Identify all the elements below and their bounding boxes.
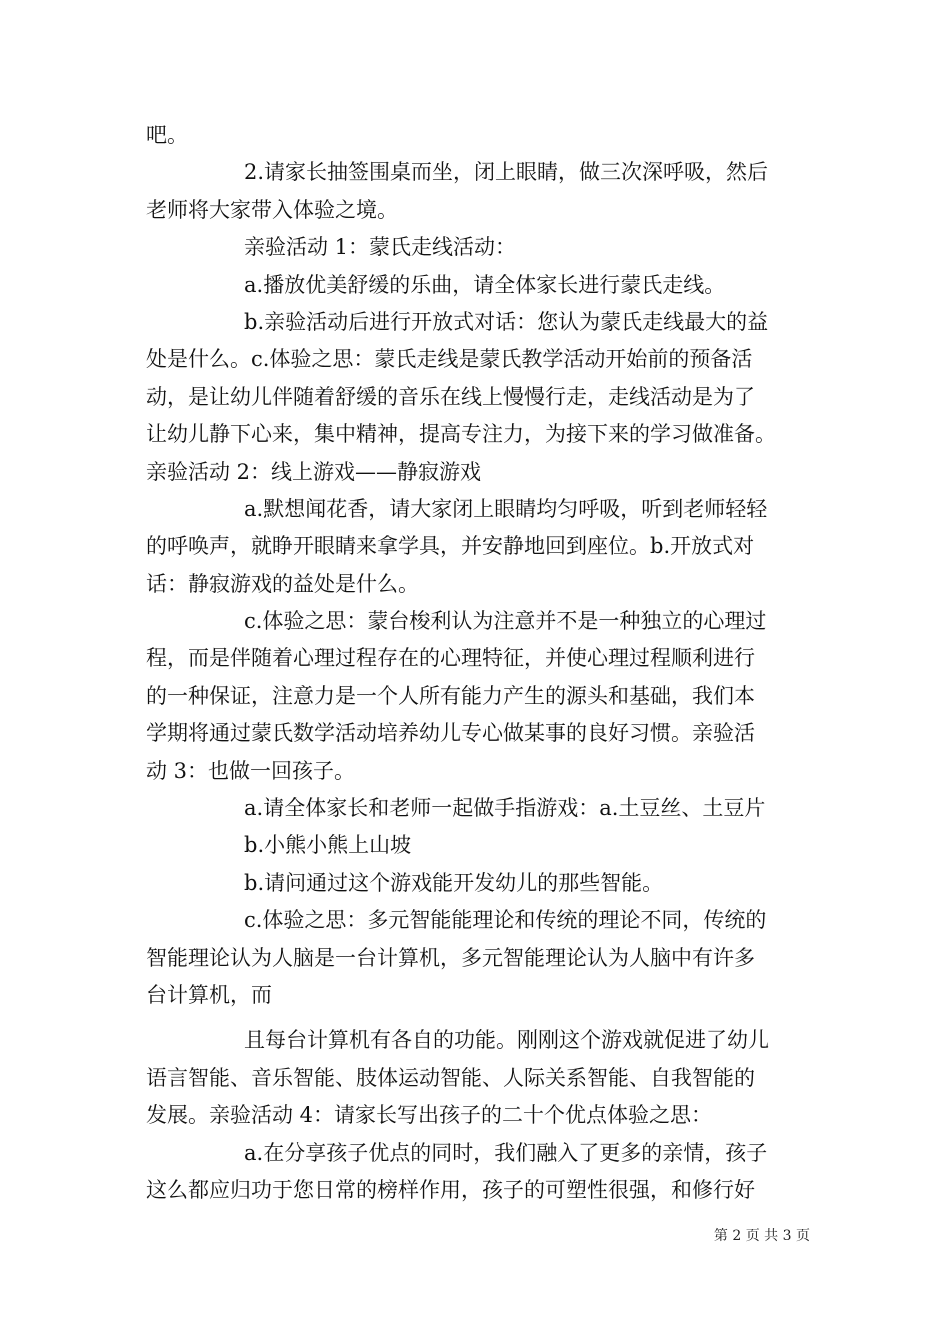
text-line: a.播放优美舒缓的乐曲，请全体家长进行蒙氏走线。: [244, 272, 726, 297]
text-line: b.请问通过这个游戏能开发幼儿的那些智能。: [244, 870, 664, 895]
text-line: 亲验活动 1：蒙氏走线活动：: [244, 235, 517, 260]
text-line: 老师将大家带入体验之境。: [146, 197, 398, 222]
paragraph-gap: [146, 1014, 810, 1022]
text-line: b.小熊小熊上山坡: [244, 833, 412, 858]
text-line: 亲验活动 2：线上游戏——静寂游戏: [146, 459, 482, 484]
text-line: 动，是让幼儿伴随着舒缓的音乐在线上慢慢行走，走线活动是为了: [146, 384, 755, 409]
text-line: 动 3：也做一回孩子。: [146, 758, 356, 783]
text-line: 程，而是伴随着心理过程存在的心理特征，并使心理过程顺利进行: [146, 646, 755, 671]
text-line: 发展。亲验活动 4：请家长写出孩子的二十个优点体验之思：: [146, 1103, 713, 1128]
text-line: 吧。: [146, 123, 188, 147]
text-line: 语言智能、音乐智能、肢体运动智能、人际关系智能、自我智能的: [146, 1065, 755, 1090]
text-line: 的一种保证，注意力是一个人所有能力产生的源头和基础，我们本: [146, 683, 755, 708]
text-line: c.体验之思：蒙台梭利认为注意并不是一种独立的心理过: [244, 609, 767, 634]
text-line: a.默想闻花香，请大家闭上眼睛均匀呼吸，听到老师轻轻: [244, 496, 768, 521]
text-line: 台计算机，而: [146, 982, 272, 1007]
text-line: b.亲验活动后进行开放式对话：您认为蒙氏走线最大的益: [244, 309, 769, 334]
document-body: [146, 117, 810, 1209]
text-line: 学期将通过蒙氏数学活动培养幼儿专心做某事的良好习惯。亲验活: [146, 721, 755, 746]
text-line: 的呼唤声，就睁开眼睛来拿学具，并安静地回到座位。b.开放式对: [146, 534, 755, 559]
text-line: a.请全体家长和老师一起做手指游戏：a.土豆丝、土豆片: [244, 796, 766, 821]
text-line: 让幼儿静下心来，集中精神，提高专注力，为接下来的学习做准备。: [146, 422, 776, 447]
page-number: 第 2 页 共 3 页: [713, 1228, 810, 1244]
text-line: 且每台计算机有各自的功能。刚刚这个游戏就促进了幼儿: [244, 1028, 769, 1053]
text-line: 处是什么。c.体验之思：蒙氏走线是蒙氏教学活动开始前的预备活: [146, 347, 753, 372]
text-line: c.体验之思：多元智能能理论和传统的理论不同，传统的: [244, 908, 767, 933]
text-line: 话：静寂游戏的益处是什么。: [146, 571, 419, 596]
text-line: 智能理论认为人脑是一台计算机，多元智能理论认为人脑中有许多: [146, 945, 755, 970]
text-line: 这么都应归功于您日常的榜样作用，孩子的可塑性很强，和修行好: [146, 1177, 755, 1202]
text-line: 2.请家长抽签围桌而坐，闭上眼睛，做三次深呼吸，然后: [244, 160, 769, 185]
text-line: a.在分享孩子优点的同时，我们融入了更多的亲情，孩子: [244, 1140, 768, 1165]
